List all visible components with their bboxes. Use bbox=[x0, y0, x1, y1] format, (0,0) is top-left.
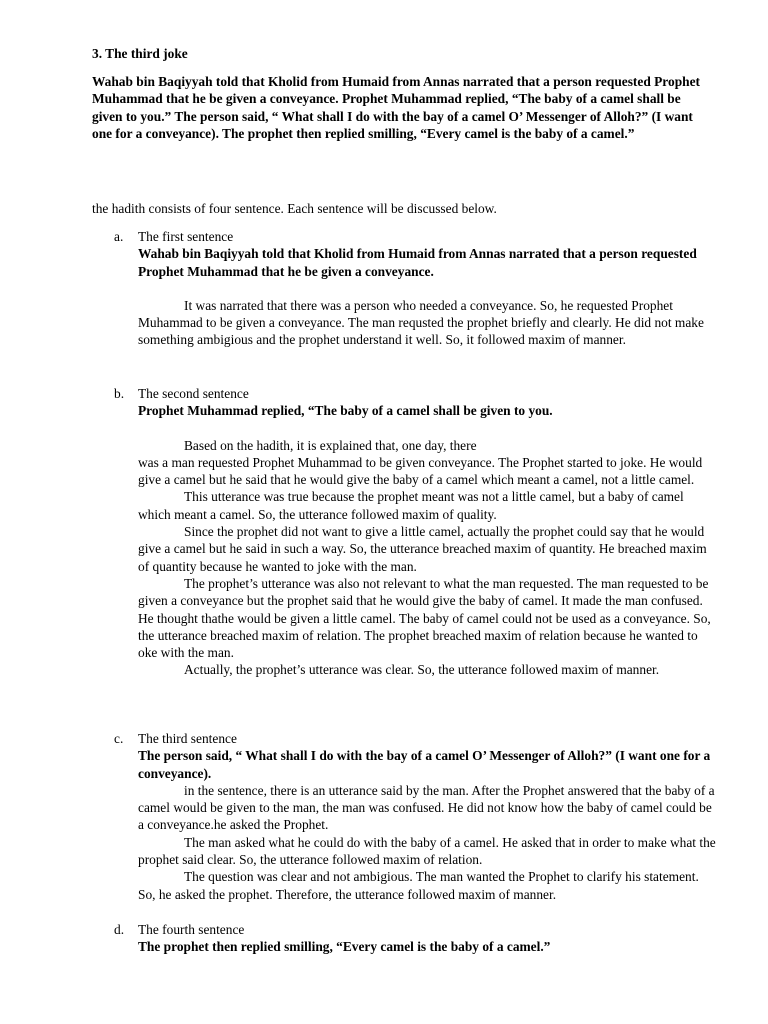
paragraph: was a man requested Prophet Muhammad to be given conveyance. The Prophet started to joke. He would give a camel but he said that he would give the baby of a camel which meant a camel, not a little camel. bbox=[138, 454, 703, 488]
section-title: The second sentence bbox=[138, 386, 249, 401]
list-item-d bbox=[114, 921, 716, 956]
list-marker: b. bbox=[114, 386, 125, 401]
list-item-b bbox=[114, 385, 716, 679]
list-item-a bbox=[114, 228, 716, 349]
list-marker: c. bbox=[114, 731, 124, 746]
paragraph: The prophet’s utterance was also not relevant to what the man requested. The man requested to be given a conveyance but the prophet said that he would give the baby of camel. It made the man confused. He thought thathe would be given a little camel. The baby of camel could not be used as a conveyance. So, the utterance breached maxim of relation. The prophet breached maxim of relation because he wanted to oke with the man. bbox=[138, 575, 711, 661]
hadith-intro: Wahab bin Baqiyyah told that Kholid from Humaid from Annas narrated that a person requested Prophet Muhammad that he be given a conveyance. Prophet Muhammad replied, “The baby of a camel shall be given to you.” The person said, “ What shall I do with the bay of a camel O’ Messenger of Alloh?” (I want one for a conveyance). The prophet then replied smilling, “Every camel is the baby of a camel.” bbox=[92, 74, 700, 141]
list-marker: a. bbox=[114, 229, 124, 244]
section-quote: Wahab bin Baqiyyah told that Kholid from Humaid from Annas narrated that a person requested Prophet Muhammad that he be given a conveyance. bbox=[138, 246, 697, 279]
section-title: The fourth sentence bbox=[138, 922, 245, 937]
paragraph: in the sentence, there is an utterance said by the man. After the Prophet answered that the baby of a camel would be given to the man, the man was confused. He did not know how the baby of camel could be a conveyance.he asked the Prophet. bbox=[138, 782, 715, 833]
list-marker: d. bbox=[114, 922, 125, 937]
paragraph: The man asked what he could do with the baby of a camel. He asked that in order to make what the prophet said clear. So, the utterance followed maxim of relation. bbox=[138, 834, 716, 868]
section-title: The third sentence bbox=[138, 731, 237, 746]
paragraph: It was narrated that there was a person who needed a conveyance. So, he requested Prophet Muhammad to be given a conveyance. The man requsted the prophet briefly and clearly. He did not make something ambigious and the prophet understand it well. So, it followed maxim of manner. bbox=[138, 297, 704, 348]
section-title: The first sentence bbox=[138, 229, 234, 244]
paragraph: Since the prophet did not want to give a little camel, actually the prophet could say that he would give a camel but he said in such a way. So, the utterance breached maxim of quantity. He breached maxim of quantity because he wanted to joke with the man. bbox=[138, 524, 707, 574]
paragraph: Based on the hadith, it is explained that, one day, there bbox=[184, 437, 477, 453]
paragraph: Actually, the prophet’s utterance was clear. So, the utterance followed maxim of manner. bbox=[184, 662, 660, 678]
section-quote: The prophet then replied smilling, “Every camel is the baby of a camel.” bbox=[138, 939, 551, 955]
paragraph: This utterance was true because the prophet meant was not a little camel, but a baby of camel which meant a camel. So, the utterance followed maxim of quality. bbox=[138, 489, 684, 522]
section-heading: 3. The third joke bbox=[92, 46, 188, 61]
paragraph: The question was clear and not ambigious. The man wanted the Prophet to clarify his statement. So, he asked the prophet. Therefore, the utterance followed maxim of manner. bbox=[138, 869, 699, 902]
section-quote: Prophet Muhammad replied, “The baby of a camel shall be given to you. bbox=[138, 403, 553, 419]
list-item-c bbox=[114, 730, 716, 903]
section-quote: The person said, “ What shall I do with the bay of a camel O’ Messenger of Alloh?” (I want one for a conveyance). bbox=[138, 748, 711, 781]
lead-text: the hadith consists of four sentence. Each sentence will be discussed below. bbox=[92, 201, 497, 216]
